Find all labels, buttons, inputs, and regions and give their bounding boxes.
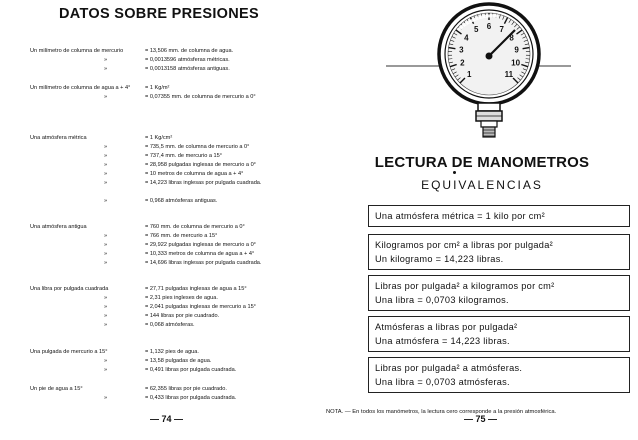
conversion-row [0, 294, 318, 303]
conversion-value: = 62,355 libras por pie cuadrado. [145, 386, 227, 392]
conversion-row [0, 259, 318, 268]
conversion-row [0, 134, 318, 143]
conversion-row [0, 223, 318, 232]
conversion-value: = 28,958 pulgadas inglesas de mercurio a 0° [145, 162, 256, 168]
ditto-mark: » [104, 395, 108, 401]
conversion-key: Una atmósfera antigua [30, 224, 87, 230]
conversion-value: = 0,491 libras por pulgada cuadrada. [145, 367, 237, 373]
equivalence-line: Una atmósfera = 14,223 libras. [375, 336, 510, 346]
equivalence-box-2 [368, 234, 630, 270]
conversion-value: = 0,0013158 atmósferas antiguas. [145, 66, 230, 72]
conversion-row [0, 179, 318, 188]
ditto-mark: » [104, 162, 108, 168]
conversion-row [0, 84, 318, 93]
ditto-mark: » [104, 180, 108, 186]
conversion-value: = 1,132 pies de agua. [145, 349, 199, 355]
dial-number: 10 [511, 58, 521, 68]
ditto-mark: » [104, 367, 108, 373]
conversion-value: = 10,333 metros de columna de agua a + 4° [145, 251, 255, 257]
conversion-value: = 760 mm. de columna de mercurio a 0° [145, 224, 245, 230]
conversion-value: = 737,4 mm. de mercurio a 15° [145, 153, 223, 159]
right-page-number: — 75 — [464, 414, 498, 424]
right-page [326, 0, 638, 440]
conversion-value: = 0,07355 mm. de columna de mercurio a 0° [145, 94, 256, 100]
ditto-mark: » [104, 322, 108, 328]
ditto-mark: » [104, 233, 108, 239]
conversion-value: = 13,58 pulgadas de agua. [145, 358, 212, 364]
conversion-row [0, 241, 318, 250]
conversion-row [0, 303, 318, 312]
ditto-mark: » [104, 313, 108, 319]
conversion-value: = 14,696 libras inglesas por pulgada cuadrada. [145, 260, 262, 266]
conversion-value: = 29,922 pulgadas inglesas de mercurio a 0° [145, 242, 256, 248]
conversion-value: = 0,968 atmósferas antiguas. [145, 198, 218, 204]
decorative-dot [453, 171, 456, 174]
conversion-value: = 2,31 pies ingleses de agua. [145, 295, 218, 301]
dial-number: 5 [474, 25, 479, 35]
conversion-row [0, 385, 318, 394]
conversion-key: Un milímetro de columna de mercurio [30, 48, 124, 54]
right-page-title: LECTURA DE MANOMETROS [374, 154, 590, 171]
conversion-value: = 14,223 libras inglesas por pulgada cuadrada. [145, 180, 262, 186]
equivalence-line: Atmósferas a libras por pulgada² [375, 322, 518, 332]
dial-number: 8 [509, 33, 514, 43]
equivalence-line: Un kilogramo = 14,223 libras. [375, 254, 504, 264]
ditto-mark: » [104, 144, 108, 150]
dial-number: 7 [499, 25, 504, 35]
conversion-row [0, 93, 318, 102]
conversion-value: = 766 mm. de mercurio a 15° [145, 233, 218, 239]
conversion-key: Una libra por pulgada cuadrada [30, 286, 109, 292]
conversion-row [0, 348, 318, 357]
conversion-value: = 1 Kg/m² [145, 85, 170, 91]
conversion-key: Una pulgada de mercurio a 15° [30, 349, 108, 355]
ditto-mark: » [104, 57, 108, 63]
equivalence-box-3 [368, 275, 630, 311]
conversion-row [0, 250, 318, 259]
conversion-key: Un milímetro de columna de agua a + 4° [30, 85, 131, 91]
ditto-mark: » [104, 358, 108, 364]
dial-number: 2 [460, 58, 465, 68]
footnote: NOTA. — En todos los manómetros, la lectura cero corresponde a la presión atmosférica. [326, 409, 557, 415]
equivalence-box-5 [368, 357, 630, 393]
conversion-value: = 13,506 mm. de columna de agua. [145, 48, 234, 54]
equivalence-line: Kilogramos por cm² a libras por pulgada² [375, 240, 553, 250]
conversion-value: = 144 libras por pie cuadrado. [145, 313, 220, 319]
conversion-value: = 0,0013596 atmósferas métricas. [145, 57, 230, 63]
conversion-value: = 10 metros de columna de agua a + 4° [145, 171, 244, 177]
conversion-key: Una atmósfera métrica [30, 135, 87, 141]
dial-number: 1 [466, 69, 472, 79]
conversion-row [0, 232, 318, 241]
conversion-row [0, 366, 318, 375]
conversion-row [0, 152, 318, 161]
ditto-mark: » [104, 242, 108, 248]
left-page-number: — 74 — [150, 414, 184, 424]
conversion-row [0, 197, 318, 206]
left-page [0, 0, 318, 440]
manometer-illustration [326, 0, 638, 150]
equivalence-line: Una libra = 0,0703 kilogramos. [375, 295, 509, 305]
dial-number: 11 [504, 69, 514, 79]
conversion-value: = 1 Kg/cm² [145, 135, 173, 141]
conversion-row [0, 312, 318, 321]
conversion-row [0, 170, 318, 179]
conversion-row [0, 285, 318, 294]
ditto-mark: » [104, 66, 108, 72]
conversion-value: = 27,71 pulgadas inglesas de agua a 15° [145, 286, 247, 292]
ditto-mark: » [104, 153, 108, 159]
ditto-mark: » [104, 295, 108, 301]
conversion-value: = 0,433 libras por pulgada cuadrada. [145, 395, 237, 401]
conversion-row [0, 394, 318, 403]
left-page-title: DATOS SOBRE PRESIONES [59, 6, 259, 22]
equivalence-line: Una atmósfera métrica = 1 kilo por cm² [375, 211, 545, 221]
equivalence-box-4 [368, 316, 630, 352]
ditto-mark: » [104, 94, 108, 100]
conversion-value: = 2,041 pulgadas inglesas de mercurio a 15° [145, 304, 256, 310]
dial-number: 3 [459, 45, 464, 55]
conversion-row [0, 161, 318, 170]
conversion-row [0, 65, 318, 74]
equivalence-box-1 [368, 205, 630, 227]
dial-number: 4 [464, 33, 469, 43]
ditto-mark: » [104, 171, 108, 177]
conversion-row [0, 47, 318, 56]
equivalence-line: Una libra = 0,0703 atmósferas. [375, 377, 510, 387]
equivalence-line: Libras por pulgada² a atmósferas. [375, 363, 523, 373]
ditto-mark: » [104, 304, 108, 310]
conversion-value: = 0,068 atmósferas. [145, 322, 195, 328]
manometer-icon [326, 0, 638, 150]
ditto-mark: » [104, 260, 108, 266]
ditto-mark: » [104, 198, 108, 204]
dial-number: 9 [514, 45, 519, 55]
conversion-row [0, 143, 318, 152]
equivalence-line: Libras por pulgada² a kilogramos por cm² [375, 281, 555, 291]
conversion-key: Un pie de agua a 15° [30, 386, 83, 392]
right-page-subtitle: EQUIVALENCIAS [421, 178, 543, 192]
conversion-value: = 735,5 mm. de columna de mercurio a 0° [145, 144, 250, 150]
conversion-row [0, 357, 318, 366]
conversion-row [0, 56, 318, 65]
dial-number: 6 [486, 22, 492, 31]
conversion-row [0, 321, 318, 330]
ditto-mark: » [104, 251, 108, 257]
